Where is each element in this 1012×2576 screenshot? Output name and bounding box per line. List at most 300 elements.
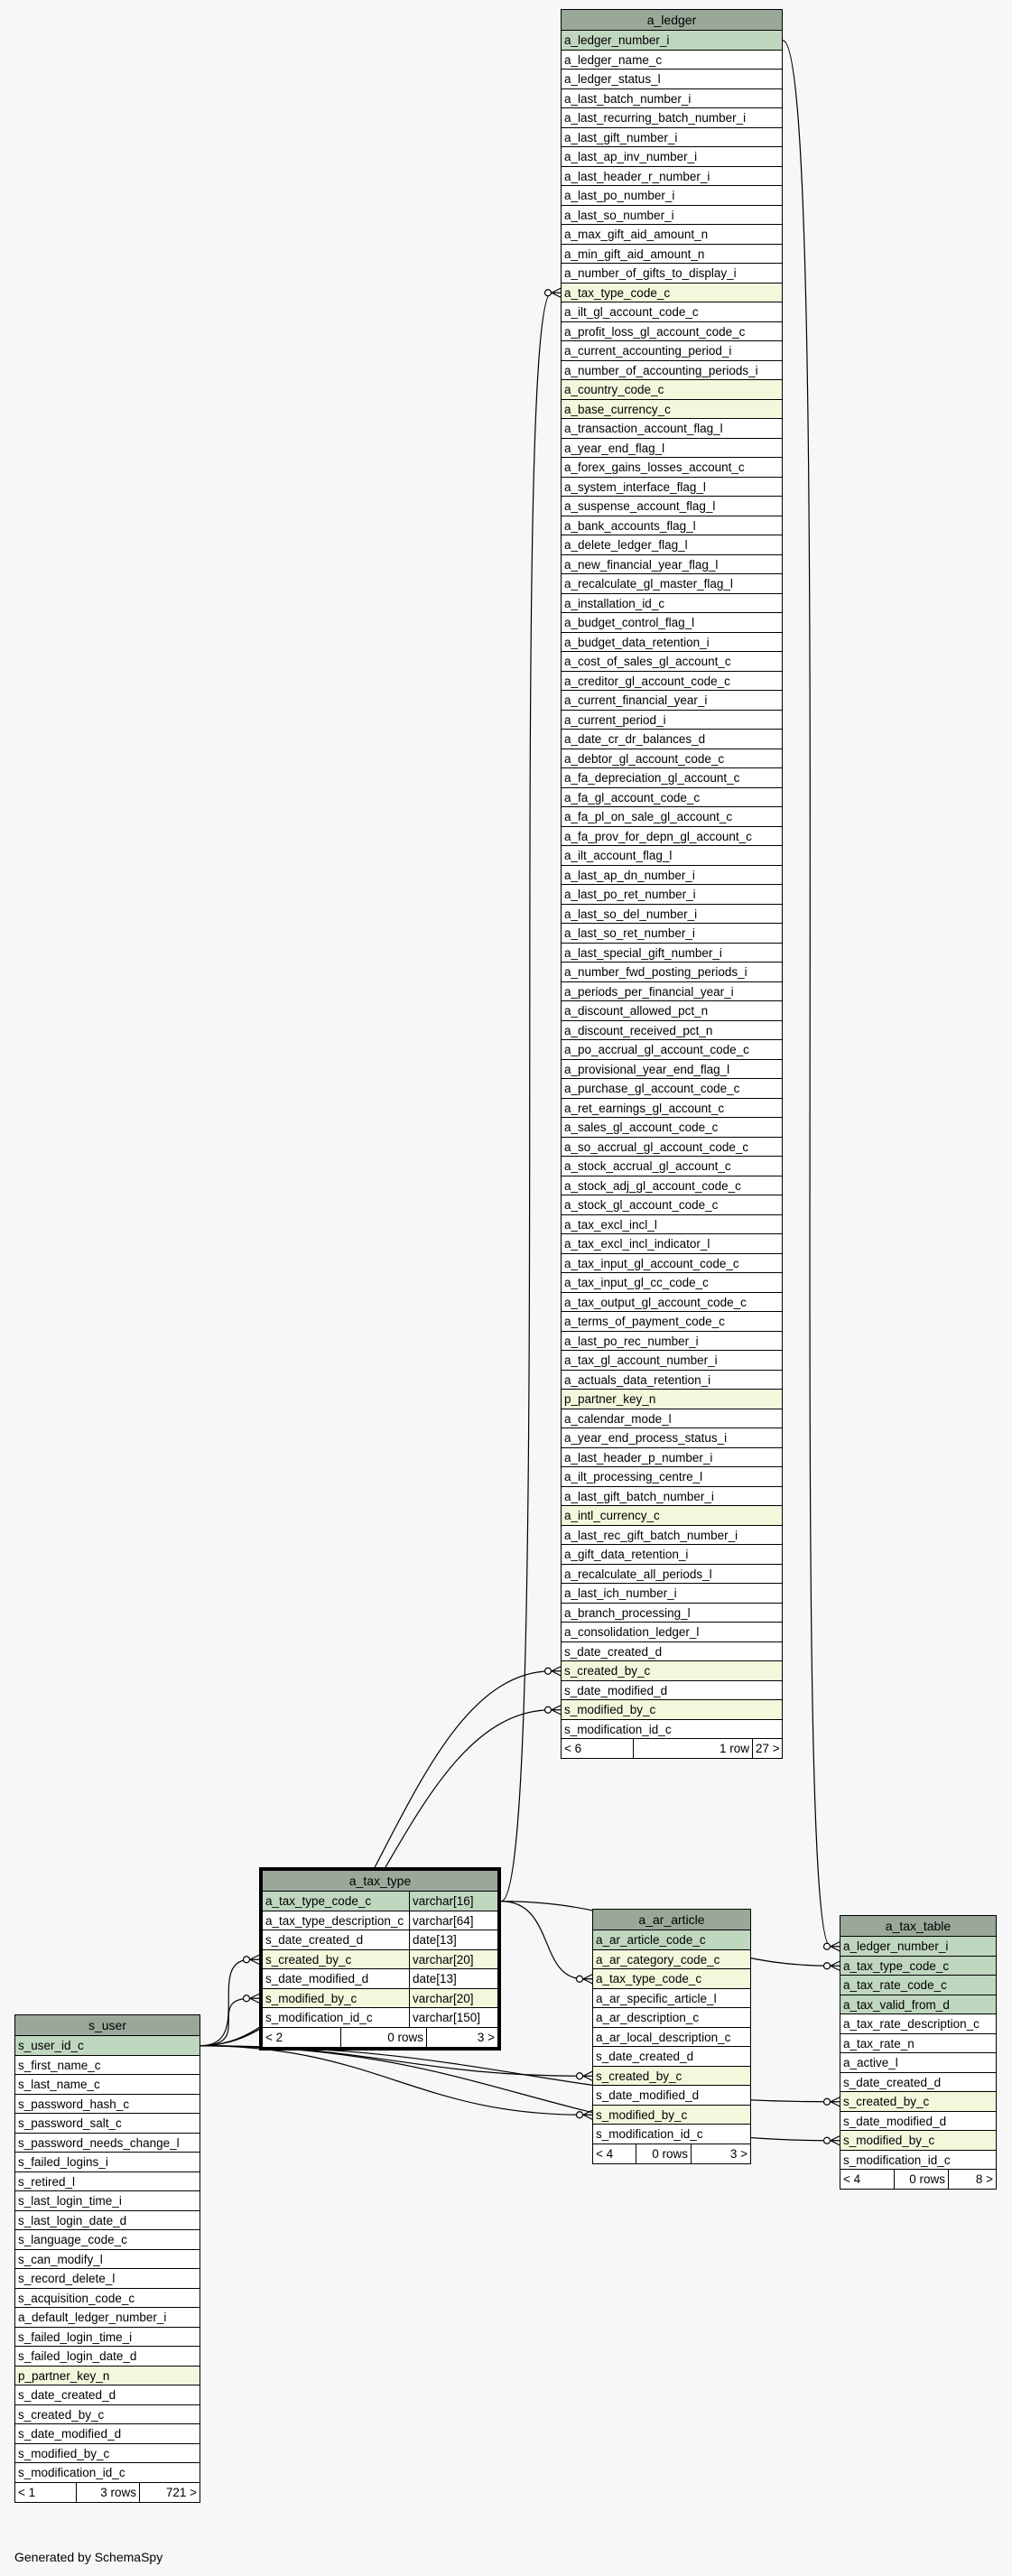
column-row[interactable] (562, 982, 782, 1002)
column-row[interactable] (562, 400, 782, 420)
table-footer (593, 2144, 750, 2163)
optional-marker (824, 1943, 831, 1949)
column-name: a_last_po_ret_number_i (564, 888, 696, 901)
crows-foot-marker (831, 2097, 840, 2106)
children-count[interactable]: 27 > (756, 1742, 780, 1755)
column-row[interactable] (263, 1930, 497, 1950)
column-name: a_tax_input_gl_account_code_c (564, 1256, 739, 1270)
column-name: s_created_by_c (843, 2095, 930, 2108)
column-row[interactable] (562, 89, 782, 109)
column-row[interactable] (562, 419, 782, 439)
crows-foot-marker (583, 1975, 592, 1984)
column-row[interactable] (562, 147, 782, 167)
column-row[interactable] (593, 1969, 750, 1989)
column-row[interactable] (593, 2106, 750, 2125)
table-title: a_tax_table (840, 1916, 996, 1937)
column-name: s_date_modified_d (18, 2427, 122, 2441)
column-row[interactable] (562, 1409, 782, 1429)
column-name: s_acquisition_code_c (18, 2291, 135, 2305)
children-count[interactable]: 3 > (477, 2030, 495, 2044)
column-name: s_date_modified_d (265, 1972, 369, 1985)
column-name: s_created_by_c (564, 1664, 651, 1678)
column-row[interactable] (562, 128, 782, 148)
table-a-ledger[interactable] (561, 9, 783, 1759)
column-row[interactable] (562, 1642, 782, 1662)
parents-count[interactable]: < 1 (15, 2483, 77, 2502)
column-row[interactable] (562, 594, 782, 614)
column-name: a_recalculate_all_periods_l (564, 1567, 712, 1581)
column-name: p_partner_key_n (18, 2368, 110, 2383)
column-name: a_po_accrual_gl_account_code_c (564, 1043, 749, 1056)
row-count[interactable]: 0 rows (636, 2144, 692, 2163)
column-name: a_last_ap_inv_number_i (564, 150, 698, 163)
column-row[interactable] (15, 2385, 200, 2405)
column-type: varchar[20] (409, 1950, 497, 1969)
parents-count[interactable]: < 4 (840, 2170, 895, 2189)
column-row[interactable] (562, 1506, 782, 1526)
children-count[interactable]: 8 > (975, 2172, 993, 2186)
column-row[interactable] (562, 1254, 782, 1274)
relationship-line (200, 1998, 259, 2046)
column-row[interactable] (562, 749, 782, 769)
column-name: a_last_ich_number_i (564, 1586, 677, 1600)
column-name: a_tax_type_code_c (265, 1894, 372, 1908)
column-row[interactable] (562, 768, 782, 788)
column-row[interactable] (840, 1957, 996, 1976)
column-row[interactable] (562, 963, 782, 982)
column-name: s_modification_id_c (265, 2011, 373, 2024)
column-name: s_language_code_c (18, 2233, 127, 2246)
column-row[interactable] (562, 245, 782, 265)
column-name: a_last_special_gift_number_i (564, 945, 722, 960)
column-row[interactable] (840, 2131, 996, 2151)
column-row[interactable] (593, 1989, 750, 2009)
column-name: a_ledger_name_c (564, 52, 663, 67)
parents-count[interactable]: < 4 (593, 2144, 636, 2163)
column-row[interactable] (562, 1273, 782, 1293)
column-name: s_failed_login_time_i (18, 2330, 133, 2344)
table-s-user[interactable] (14, 2014, 200, 2503)
column-row[interactable] (562, 497, 782, 516)
column-row[interactable] (562, 1545, 782, 1565)
column-row[interactable] (562, 613, 782, 633)
column-name: a_discount_allowed_pct_n (564, 1004, 709, 1018)
column-name: a_intl_currency_c (564, 1509, 660, 1522)
column-row[interactable] (562, 1293, 782, 1313)
column-row[interactable] (562, 574, 782, 594)
column-row[interactable] (562, 478, 782, 498)
column-name: a_ar_article_code_c (596, 1933, 706, 1947)
column-row[interactable] (562, 458, 782, 478)
column-row[interactable] (562, 186, 782, 206)
column-row[interactable] (15, 2172, 200, 2192)
column-name: a_country_code_c (564, 383, 664, 396)
column-row[interactable] (15, 2405, 200, 2425)
optional-marker (244, 1957, 250, 1963)
column-name: a_ar_local_description_c (596, 2030, 731, 2044)
column-type: varchar[150] (409, 2008, 497, 2027)
column-row[interactable] (593, 2028, 750, 2048)
column-row[interactable] (15, 2289, 200, 2309)
column-name: s_password_hash_c (18, 2097, 130, 2111)
column-type: varchar[20] (409, 1989, 497, 2008)
column-name: s_record_delete_l (18, 2272, 116, 2285)
column-name: a_tax_rate_n (843, 2036, 915, 2051)
column-row[interactable] (562, 361, 782, 381)
column-name: a_tax_rate_code_c (843, 1978, 947, 1992)
column-row[interactable] (15, 2036, 200, 2056)
column-row[interactable] (562, 516, 782, 536)
column-row[interactable] (15, 2095, 200, 2115)
column-name: s_date_created_d (843, 2075, 942, 2089)
column-row[interactable] (15, 2367, 200, 2386)
column-name: a_active_l (843, 2056, 898, 2069)
column-name: a_fa_pl_on_sale_gl_account_c (564, 810, 733, 823)
column-row[interactable] (562, 1138, 782, 1158)
column-name: s_date_created_d (265, 1933, 364, 1947)
crows-foot-marker (250, 1994, 259, 2003)
column-row[interactable] (562, 380, 782, 400)
column-name: a_number_of_gifts_to_display_i (564, 266, 737, 280)
column-name: a_tax_excl_incl_indicator_l (564, 1237, 710, 1251)
column-row[interactable] (840, 2014, 996, 2034)
column-name: a_current_period_i (564, 712, 666, 727)
column-name: s_created_by_c (265, 1952, 352, 1967)
column-row[interactable] (562, 730, 782, 749)
column-row[interactable] (562, 1118, 782, 1138)
row-count[interactable]: 1 row (634, 1739, 753, 1758)
column-row[interactable] (562, 1467, 782, 1487)
column-row[interactable] (562, 1040, 782, 1060)
column-row[interactable] (562, 924, 782, 944)
column-name: s_created_by_c (18, 2407, 105, 2422)
column-row[interactable] (15, 2269, 200, 2289)
column-name: a_gift_data_retention_i (564, 1548, 689, 1561)
column-name: a_ledger_status_l (564, 72, 661, 86)
column-name: s_modification_id_c (596, 2127, 703, 2141)
column-name: a_ilt_account_flag_l (564, 849, 673, 862)
column-name: s_date_created_d (596, 2050, 694, 2063)
column-name: a_base_currency_c (564, 402, 671, 416)
column-row[interactable] (562, 1526, 782, 1546)
column-row[interactable] (15, 2211, 200, 2231)
column-row[interactable] (562, 1604, 782, 1623)
column-row[interactable] (562, 1195, 782, 1215)
column-name: a_ledger_number_i (843, 1939, 949, 1953)
column-row[interactable] (263, 1911, 497, 1931)
table-title: a_tax_type (263, 1871, 497, 1892)
relationship-line (783, 41, 840, 1947)
crows-foot-marker (583, 2110, 592, 2119)
column-name: a_default_ledger_number_i (18, 2311, 167, 2324)
column-row[interactable] (840, 2151, 996, 2171)
column-row[interactable] (15, 2308, 200, 2328)
column-row[interactable] (840, 2053, 996, 2073)
row-count[interactable]: 0 rows (895, 2170, 949, 2189)
column-row[interactable] (562, 1079, 782, 1099)
column-name: a_ilt_processing_centre_l (564, 1470, 703, 1483)
column-name: s_retired_l (18, 2174, 76, 2189)
column-row[interactable] (15, 2347, 200, 2367)
relationship-line (200, 2046, 592, 2116)
column-row[interactable] (562, 322, 782, 342)
crows-foot-marker (831, 1942, 840, 1951)
column-name: a_stock_accrual_gl_account_c (564, 1159, 731, 1173)
column-name: a_last_gift_batch_number_i (564, 1489, 714, 1503)
optional-marker (577, 2112, 583, 2118)
column-row[interactable] (562, 535, 782, 555)
column-row[interactable] (593, 2047, 750, 2067)
column-name: a_provisional_year_end_flag_l (564, 1062, 730, 1076)
column-name: s_failed_login_date_d (18, 2349, 137, 2363)
column-name: a_year_end_process_status_i (564, 1431, 728, 1445)
crows-foot-marker (250, 1955, 259, 1964)
column-name: a_suspense_account_flag_l (564, 499, 716, 513)
column-row[interactable] (15, 2250, 200, 2270)
column-row[interactable] (562, 1700, 782, 1720)
column-name: s_modified_by_c (18, 2446, 110, 2460)
column-name: a_last_so_number_i (564, 208, 674, 222)
column-name: s_last_login_time_i (18, 2194, 122, 2208)
column-row[interactable] (562, 1001, 782, 1021)
column-name: a_last_rec_gift_batch_number_i (564, 1528, 738, 1542)
column-row[interactable] (562, 905, 782, 925)
column-name: s_date_created_d (18, 2388, 116, 2402)
table-a-tax-type[interactable] (259, 1867, 501, 2051)
column-name: a_max_gift_aid_amount_n (564, 228, 709, 241)
column-row[interactable] (562, 555, 782, 575)
column-name: a_tax_excl_incl_l (564, 1217, 657, 1232)
column-row[interactable] (562, 1099, 782, 1119)
parents-count[interactable]: < 2 (263, 2028, 341, 2047)
column-name: a_number_of_accounting_periods_i (564, 363, 758, 377)
column-row[interactable] (562, 1448, 782, 1468)
column-name: a_bank_accounts_flag_l (564, 518, 696, 533)
column-name: a_date_cr_dr_balances_d (564, 732, 706, 746)
column-name: a_last_gift_number_i (564, 130, 678, 144)
column-name: a_tax_type_code_c (596, 1972, 702, 1985)
optional-marker (824, 2098, 831, 2105)
column-name: a_forex_gains_losses_account_c (564, 460, 745, 474)
column-name: s_created_by_c (596, 2069, 682, 2083)
table-a-ar-article[interactable] (592, 1909, 751, 2164)
column-row[interactable] (562, 1215, 782, 1235)
column-name: a_debtor_gl_account_code_c (564, 751, 725, 766)
column-name: a_last_po_number_i (564, 189, 675, 202)
optional-marker (545, 1668, 552, 1674)
column-name: a_last_header_p_number_i (564, 1450, 713, 1465)
column-row[interactable] (840, 1995, 996, 2015)
column-row[interactable] (840, 2092, 996, 2112)
column-name: a_branch_processing_l (564, 1605, 691, 1620)
column-row[interactable] (562, 341, 782, 361)
column-row[interactable] (15, 2328, 200, 2348)
column-name: p_partner_key_n (564, 1392, 656, 1406)
column-row[interactable] (562, 70, 782, 89)
column-name: s_date_modified_d (564, 1683, 668, 1697)
column-name: a_actuals_data_retention_i (564, 1372, 711, 1387)
column-row[interactable] (562, 439, 782, 459)
column-row[interactable] (562, 225, 782, 245)
column-row[interactable] (562, 827, 782, 847)
column-name: a_tax_input_gl_cc_code_c (564, 1276, 709, 1289)
crows-foot-marker (583, 2071, 592, 2080)
column-row[interactable] (562, 1661, 782, 1681)
column-row[interactable] (840, 1976, 996, 1995)
column-row[interactable] (263, 1950, 497, 1970)
children-count[interactable]: 721 > (165, 2485, 197, 2499)
column-row[interactable] (562, 672, 782, 692)
column-name: a_last_so_ret_number_i (564, 926, 695, 940)
column-name: a_tax_rate_description_c (843, 2017, 980, 2031)
column-name: s_can_modify_l (18, 2252, 103, 2266)
column-name: a_cost_of_sales_gl_account_c (564, 655, 731, 668)
parents-count[interactable]: < 6 (562, 1739, 634, 1758)
column-row[interactable] (840, 1937, 996, 1957)
column-name: a_delete_ledger_flag_l (564, 538, 688, 552)
column-name: s_modification_id_c (843, 2153, 951, 2167)
column-row[interactable] (562, 885, 782, 905)
column-name: s_modified_by_c (564, 1703, 656, 1716)
column-name: a_tax_valid_from_d (843, 1997, 950, 2012)
column-row[interactable] (562, 1390, 782, 1409)
column-row[interactable] (593, 2008, 750, 2028)
column-row[interactable] (562, 633, 782, 653)
column-name: s_user_id_c (18, 2039, 84, 2052)
column-name: s_modification_id_c (18, 2466, 125, 2479)
column-row[interactable] (263, 1892, 497, 1911)
column-name: a_stock_gl_account_code_c (564, 1198, 719, 1212)
column-row[interactable] (840, 2034, 996, 2054)
column-row[interactable] (562, 1584, 782, 1604)
column-name: a_last_header_r_number_i (564, 169, 710, 183)
column-name: s_first_name_c (18, 2058, 101, 2072)
column-row[interactable] (15, 2191, 200, 2211)
column-row[interactable] (562, 1176, 782, 1196)
column-row[interactable] (562, 108, 782, 128)
column-row[interactable] (562, 1565, 782, 1585)
column-row[interactable] (263, 1989, 497, 2009)
column-row[interactable] (15, 2114, 200, 2134)
column-name: a_terms_of_payment_code_c (564, 1315, 725, 1328)
column-row[interactable] (562, 51, 782, 70)
column-row[interactable] (562, 1351, 782, 1371)
column-row[interactable] (15, 2056, 200, 2076)
column-name: a_stock_adj_gl_account_code_c (564, 1178, 741, 1193)
table-title: a_ar_article (593, 1910, 750, 1930)
column-row[interactable] (562, 691, 782, 711)
column-row[interactable] (593, 2086, 750, 2106)
column-name: a_min_gift_aid_amount_n (564, 246, 705, 261)
table-a-tax-table[interactable] (840, 1915, 997, 2190)
column-type: date[13] (409, 1930, 497, 1949)
column-row[interactable] (562, 1332, 782, 1352)
column-row[interactable] (562, 652, 782, 672)
column-name: a_fa_gl_account_code_c (564, 790, 701, 804)
column-row[interactable] (593, 1930, 750, 1950)
children-count[interactable]: 3 > (729, 2146, 747, 2161)
column-row[interactable] (593, 2067, 750, 2087)
column-type: date[13] (409, 1969, 497, 1988)
column-row[interactable] (562, 788, 782, 808)
column-name: a_budget_data_retention_i (564, 635, 710, 649)
column-row[interactable] (562, 1234, 782, 1254)
column-row[interactable] (15, 2134, 200, 2153)
column-row[interactable] (562, 1371, 782, 1390)
column-name: s_last_name_c (18, 2078, 100, 2091)
column-row[interactable] (15, 2153, 200, 2172)
column-name: a_tax_type_code_c (564, 285, 671, 300)
column-name: a_fa_depreciation_gl_account_c (564, 771, 740, 785)
column-name: a_calendar_mode_l (564, 1411, 672, 1426)
column-row[interactable] (562, 1428, 782, 1448)
column-name: a_ar_category_code_c (596, 1952, 720, 1967)
column-row[interactable] (562, 1060, 782, 1080)
table-title: s_user (15, 2015, 200, 2036)
table-footer (840, 2170, 996, 2189)
column-row[interactable] (562, 206, 782, 226)
column-name: s_password_needs_change_l (18, 2135, 180, 2150)
column-row[interactable] (562, 1487, 782, 1507)
column-row[interactable] (15, 2230, 200, 2250)
row-count[interactable]: 0 rows (341, 2028, 427, 2047)
row-count[interactable]: 3 rows (77, 2483, 140, 2502)
column-row[interactable] (15, 2424, 200, 2444)
column-name: a_ledger_number_i (564, 33, 670, 47)
column-row[interactable] (562, 302, 782, 322)
column-row[interactable] (593, 2125, 750, 2144)
column-name: a_transaction_account_flag_l (564, 422, 723, 435)
column-row[interactable] (562, 1720, 782, 1740)
column-name: a_periods_per_financial_year_i (564, 984, 734, 999)
column-row[interactable] (562, 807, 782, 827)
column-row[interactable] (593, 1950, 750, 1970)
column-name: a_ar_description_c (596, 2011, 700, 2024)
column-name: a_current_financial_year_i (564, 693, 708, 707)
column-row[interactable] (562, 264, 782, 284)
column-name: a_last_batch_number_i (564, 91, 692, 106)
column-name: a_ret_earnings_gl_account_c (564, 1101, 725, 1115)
column-row[interactable] (562, 711, 782, 730)
optional-marker (824, 2137, 831, 2144)
column-row[interactable] (840, 2112, 996, 2132)
column-row[interactable] (562, 1623, 782, 1642)
column-row[interactable] (562, 846, 782, 866)
column-row[interactable] (15, 2075, 200, 2095)
column-row[interactable] (263, 2008, 497, 2028)
column-row[interactable] (562, 1021, 782, 1041)
column-row[interactable] (562, 31, 782, 51)
table-footer (263, 2028, 497, 2047)
column-row[interactable] (562, 1312, 782, 1332)
column-row[interactable] (840, 2073, 996, 2093)
column-name: a_new_financial_year_flag_l (564, 557, 719, 572)
column-row[interactable] (562, 284, 782, 303)
column-type: varchar[16] (409, 1892, 497, 1911)
column-row[interactable] (15, 2463, 200, 2483)
column-row[interactable] (562, 167, 782, 187)
column-row[interactable] (562, 1681, 782, 1701)
column-name: s_date_created_d (564, 1644, 663, 1659)
column-name: s_password_salt_c (18, 2116, 122, 2130)
column-row[interactable] (562, 866, 782, 886)
column-name: a_current_accounting_period_i (564, 344, 732, 358)
column-row[interactable] (263, 1969, 497, 1989)
column-name: s_modification_id_c (564, 1722, 672, 1736)
column-row[interactable] (15, 2444, 200, 2464)
column-row[interactable] (562, 1157, 782, 1176)
column-row[interactable] (562, 944, 782, 963)
